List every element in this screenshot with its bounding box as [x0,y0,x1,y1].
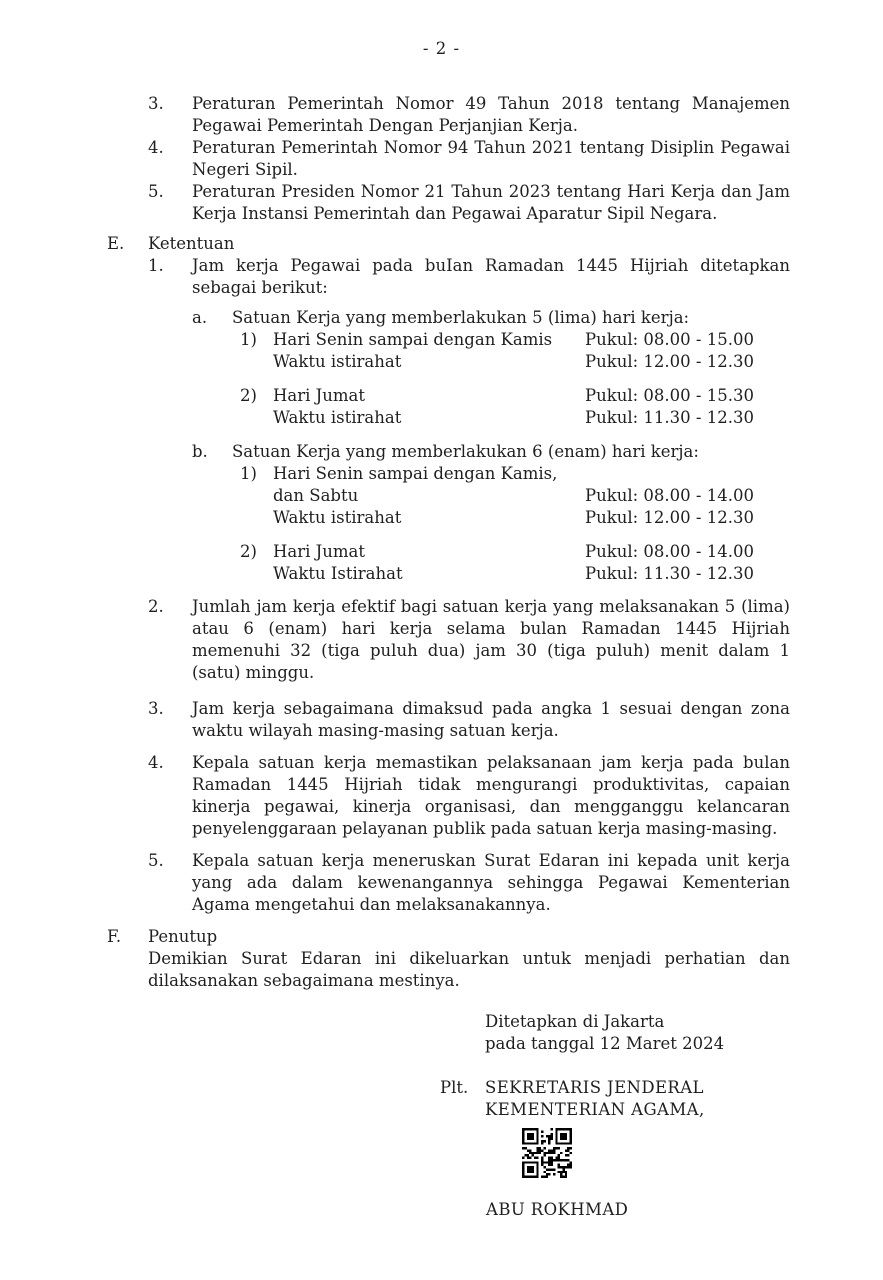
schedule-row [273,385,790,407]
schedule-time: Pukul: 08.00 - 15.30 [585,386,754,405]
entry-number: 2) [240,386,257,405]
item-intro-text: Jam kerja Pegawai pada buIan Ramadan 1445 Hijriah ditetapkan sebagai berikut: [192,256,790,297]
item-number: 3. [148,699,164,718]
list-item-number: 3. [148,94,164,113]
sub-list-a [192,307,790,429]
section-title: Penutup [148,927,218,946]
signatory-name: ABU ROKHMAD [486,1200,629,1219]
section-f [107,926,790,992]
schedule-row [273,507,790,529]
item-text: Kepala satuan kerja meneruskan Surat Edaran ini kepada unit kerja yang ada dalam kewenangannya sehingga Pegawai Kementerian Agama mengetahui dan melaksanakannya. [192,851,790,914]
schedule-entry [232,329,790,373]
schedule-label: Hari Jumat [273,542,365,561]
list-item-number: 5. [148,182,164,201]
schedule-entry [232,541,790,585]
item-number: 5. [148,851,164,870]
schedule-entry [232,385,790,429]
schedule-label: Hari Jumat [273,386,365,405]
schedule-label: Hari Senin sampai dengan Kamis [273,330,553,349]
schedule-time: Pukul: 11.30 - 12.30 [585,564,754,583]
schedule-time: Pukul: 08.00 - 14.00 [585,486,754,505]
list-item-text: Peraturan Pemerintah Nomor 49 Tahun 2018 tentang Manajemen Pegawai Pemerintah Dengan Perjanjian Kerja. [192,94,790,135]
numbered-item-1 [148,255,790,585]
schedule-label: Waktu istirahat [273,408,402,427]
signature-date: pada tanggal 12 Maret 2024 [485,1034,725,1053]
sub-letter: a. [192,308,208,327]
section-title: Ketentuan [148,234,235,253]
schedule-time: Pukul: 12.00 - 12.30 [585,508,754,527]
schedule-label: Hari Senin sampai dengan Kamis, [273,464,558,483]
signature-place-date [485,1011,883,1055]
schedule-row [273,407,790,429]
sub-letter: b. [192,442,208,461]
item-text: Jumlah jam kerja efektif bagi satuan kerja yang melaksanakan 5 (lima) atau 6 (enam) hari kerja selama bulan Ramadan 1445 Hijriah memenuhi 32 (tiga puluh dua) jam 30 (tiga puluh) menit dalam 1 (satu) minggu. [192,597,790,682]
schedule-entry [232,463,790,529]
qr-code [522,1127,572,1179]
schedule-label: Waktu istirahat [273,508,402,527]
sub-list-b [192,441,790,585]
item-number: 4. [148,753,164,772]
schedule-label: Waktu Istirahat [273,564,403,583]
item-text: Kepala satuan kerja memastikan pelaksanaan jam kerja pada bulan Ramadan 1445 Hijriah tidak mengurangi produktivitas, capaian kinerja pegawai, kinerja organisasi, dan mengganggu kelancaran penyelenggaraan pelayanan publik pada satuan kerja masing-masing. [192,753,790,838]
numbered-item-5 [148,850,790,916]
list-item-text: Peraturan Pemerintah Nomor 94 Tahun 2021 tentang Disiplin Pegawai Negeri Sipil. [192,138,790,179]
list-item-text: Peraturan Presiden Nomor 21 Tahun 2023 tentang Hari Kerja dan Jam Kerja Instansi Pemerintah dan Pegawai Aparatur Sipil Negara. [192,182,790,223]
item-number: 2. [148,597,164,616]
entry-number: 2) [240,542,257,561]
schedule-label: dan Sabtu [273,486,359,505]
item-text: Jam kerja sebagaimana dimaksud pada angka 1 sesuai dengan zona waktu wilayah masing-masing satuan kerja. [192,699,790,740]
list-item [148,137,790,181]
section-letter: F. [107,927,122,946]
section-letter: E. [107,234,125,253]
schedule-row [273,541,790,563]
list-item-number: 4. [148,138,164,157]
entry-number: 1) [240,330,257,349]
schedule-time: Pukul: 11.30 - 12.30 [585,408,754,427]
legal-reference-list [148,93,790,225]
signature-place: Ditetapkan di Jakarta [485,1012,665,1031]
sub-title: Satuan Kerja yang memberlakukan 6 (enam) hari kerja: [232,442,699,461]
schedule-time [585,463,790,485]
schedule-row [273,485,790,507]
schedule-label: Waktu istirahat [273,352,402,371]
office-line-2: KEMENTERIAN AGAMA, [485,1100,705,1119]
plt-label: Plt. [440,1078,469,1097]
page-number: - 2 - [422,39,461,58]
list-item [148,93,790,137]
schedule-time: Pukul: 08.00 - 14.00 [585,542,754,561]
schedule-row [273,329,790,351]
schedule-row [273,351,790,373]
numbered-item-3 [148,698,790,742]
numbered-item-4 [148,752,790,840]
signature-office [440,1077,883,1121]
item-number: 1. [148,256,164,275]
schedule-row [273,563,790,585]
list-item [148,181,790,225]
section-e [107,233,790,916]
entry-number: 1) [240,464,257,483]
sub-title: Satuan Kerja yang memberlakukan 5 (lima) hari kerja: [232,308,690,327]
closing-text: Demikian Surat Edaran ini dikeluarkan untuk menjadi perhatian dan dilaksanakan sebagaimana mestinya. [148,949,790,990]
schedule-time: Pukul: 08.00 - 15.00 [585,330,754,349]
office-line-1: SEKRETARIS JENDERAL [485,1078,704,1097]
schedule-time: Pukul: 12.00 - 12.30 [585,352,754,371]
numbered-item-2 [148,596,790,684]
schedule-row [273,463,790,485]
